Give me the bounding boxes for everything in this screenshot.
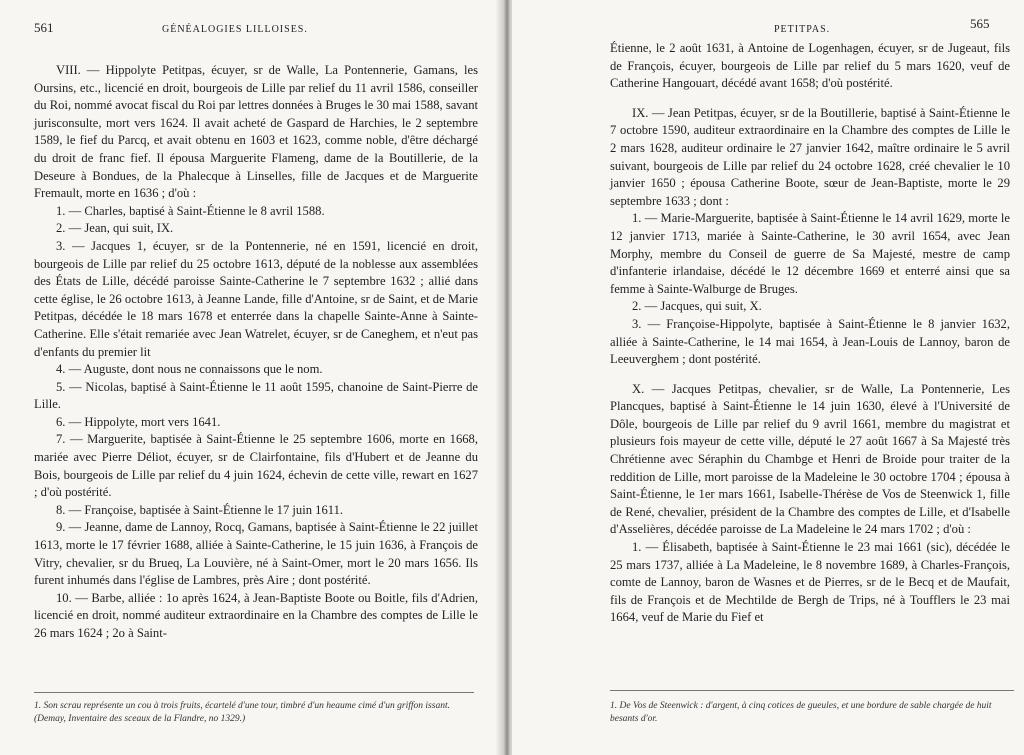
paragraph: 2. — Jean, qui suit, IX. [56, 221, 174, 236]
right-page [512, 0, 1024, 755]
paragraph-gap [610, 369, 1010, 381]
paragraph: 10. — Barbe, alliée : 1o après 1624, à Jean-Baptiste Boote ou Boitle, fils d'Adrien, licencié en droit, nommé auditeur extraordinaire en la Chambre des comptes de Lille le 26 mars 1624 ; 2o à Saint- [34, 590, 478, 640]
paragraph: 4. — Auguste, dont nous ne connaissons que le nom. [56, 362, 323, 377]
paragraph: VIII. — Hippolyte Petitpas, écuyer, sr de Walle, La Pontennerie, Gamans, les Oursins, etc., licencié en droit, bourgeois de Lille par relief du 11 avril 1586, conseiller du Roi, nommé avocat fiscal du Roi par lettres données à Bruges le 30 mai 1588, savant jurisconsulte, mort vers 1624. Il avait acheté de Gaspard de Harchies, le 2 septembre 1589, le fief du Parcq, et avait obtenu en 1603 et 1623, comme noble, d'être déchargé du droit de franc fief. Il épousa Marguerite Flameng, dame de la Boutillerie, de la Deseure à Bondues, de la Phalecque à Linselles, fille de Jacques et de Marguerite Fremault, morte en 1636 ; d'où : [34, 63, 478, 201]
paragraph: 3. — Jacques 1, écuyer, sr de la Pontennerie, né en 1591, licencié en droit, bourgeois de Lille par relief du 25 octobre 1613, député de la noblesse aux assemblées des États de Lille, décédé paroisse Sainte-Catherine le 7 septembre 1632 ; allié dans cette église, le 26 octobre 1613, à Jeanne Lande, fille d'Antoine, sr de Saint, et de Marie Petitpas, décédée le 18 mars 1678 et enterrée dans la chapelle Sainte-Anne à Sainte-Catherine. Elle s'était remariée avec Jean Watrelet, écuyer, sr de Caneghem, et n'eut pas d'enfants du premier lit [34, 238, 478, 359]
left-page [0, 0, 500, 755]
footnote-rule [34, 692, 474, 693]
paragraph: IX. — Jean Petitpas, écuyer, sr de la Boutillerie, baptisé à Saint-Étienne le 7 octobre 1590, auditeur extraordinaire en la Chambre des comptes de Lille le 2 mars 1628, auditeur ordinaire le 27 janvier 1642, maître ordinaire le 5 avril suivant, bourgeois de Lille par relief du 24 octobre 1628, créé chevalier le 10 janvier 1650 ; épousa Catherine Boote, sœur de Jean-Baptiste, morte le 29 septembre 1633 ; dont : [610, 105, 1010, 208]
paragraph: 8. — Françoise, baptisée à Saint-Étienne le 17 juin 1611. [56, 502, 344, 517]
paragraph: 6. — Hippolyte, mort vers 1641. [56, 414, 221, 429]
footnote-rule [610, 690, 1014, 691]
paragraph-gap [610, 93, 1010, 105]
left-page-body [34, 62, 478, 643]
paragraph: X. — Jacques Petitpas, chevalier, sr de Walle, La Pontennerie, Les Plancques, baptisé à Saint-Étienne le 14 juin 1630, élevé à l'Université de Dôle, bourgeois de Lille par relief du 9 avril 1661, membre du magistrat et plusieurs fois mayeur de cette ville, député le 27 août 1667 à Sa Majesté très Chrétienne avec Séraphin du Chambge et Henri de Broide pour traiter de la reddition de Lille, mort paroisse de la Madeleine le 30 octobre 1704 ; épousa à Saint-Étienne, le 1er mars 1661, Isabelle-Thérèse de Vos de Steenwick 1, fille de René, chevalier, président de la Chambre des comptes de Lille, et d'Isabelle d'Asselières, décédée paroisse de La Madeleine le 24 mars 1702 ; d'où : [610, 381, 1010, 537]
paragraph: Étienne, le 2 août 1631, à Antoine de Logenhagen, écuyer, sr de Jugeaut, fils de François, écuyer, bourgeois de Lille par relief du 5 mars 1620, veuf de Catherine Hangouart, décédé avant 1658; d'où postérité. [610, 41, 1010, 91]
left-footnote: 1. Son scrau représente un cou à trois fruits, écartelé d'une tour, timbré d'un heaume cimé d'un griffon issant. (Demay, Inventaire des sceaux de la Flandre, no 1329.) [34, 701, 450, 724]
paragraph: 3. — Françoise-Hippolyte, baptisée à Saint-Étienne le 8 janvier 1632, alliée à Sainte-Catherine, le 14 mai 1654, à Jean-Louis de Lannoy, baron de Leeuverghem ; dont postérité. [610, 316, 1010, 367]
right-running-head: PETITPAS. [774, 24, 831, 35]
left-running-head: GÉNÉALOGIES LILLOISES. [162, 24, 308, 35]
left-page-number: 561 [34, 20, 54, 35]
paragraph: 9. — Jeanne, dame de Lannoy, Rocq, Gamans, baptisée à Saint-Étienne le 22 juillet 1613, morte le 17 février 1688, alliée à Sainte-Catherine, le 15 juin 1636, à François de Vitry, chevalier, sr du Brueq, La Louvière, né à Saint-Omer, mort le 20 mars 1656. Ils furent inhumés dans l'église de Lambres, près Aire ; dont postérité. [34, 520, 478, 588]
paragraph: 2. — Jacques, qui suit, X. [632, 299, 762, 314]
right-page-body [610, 40, 1010, 627]
right-footnote: 1. De Vos de Steenwick : d'argent, à cinq cotices de gueules, et une bordure de sable chargée de huit besants d'or. [610, 701, 992, 724]
paragraph: 1. — Charles, baptisé à Saint-Étienne le 8 avril 1588. [56, 203, 325, 218]
paragraph: 1. — Élisabeth, baptisée à Saint-Étienne le 23 mai 1661 (sic), décédée le 25 mars 1737, alliée à La Madeleine, le 8 novembre 1689, à Charles-François, comte de Lannoy, baron de Wasnes et de Pierres, sr de le Becq et de Maufait, fils de François et de Mechtilde de Bergh de Trips, né à Toufflers le 23 mai 1664, veuf de Marie du Fief et [610, 540, 1010, 625]
paragraph: 5. — Nicolas, baptisé à Saint-Étienne le 11 août 1595, chanoine de Saint-Pierre de Lille. [34, 379, 478, 412]
paragraph: 1. — Marie-Marguerite, baptisée à Saint-Étienne le 14 avril 1629, morte le 12 janvier 1713, mariée à Sainte-Catherine, le 30 avril 1654, avec Jean Morphy, membre du Conseil de guerre de Sa Majesté, mestre de camp d'infanterie irlandaise, décédé le 12 décembre 1669 et enterré ainsi que sa femme à Sainte-Walburge de Bruges. [610, 211, 1010, 296]
paragraph: 7. — Marguerite, baptisée à Saint-Étienne le 25 septembre 1606, morte en 1668, mariée avec Pierre Déliot, écuyer, sr de Clairfontaine, fils d'Hubert et de Jeanne du Bois, bourgeois de Lille par relief du 4 juin 1624, échevin de cette ville, rewart en 1627 ; d'où postérité. [34, 432, 478, 500]
right-page-number: 565 [970, 16, 990, 31]
